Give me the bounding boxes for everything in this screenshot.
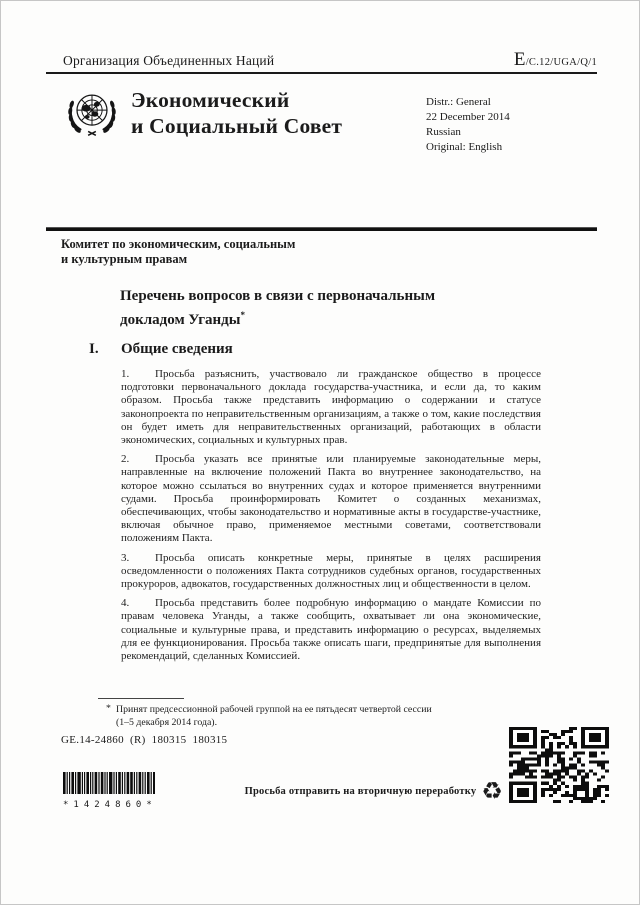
- distribution-block: [426, 95, 510, 155]
- paragraph-number: 2.: [121, 453, 130, 466]
- council-title: [131, 87, 342, 139]
- language-line: Russian: [426, 126, 461, 138]
- date-line: 22 December 2014: [426, 111, 510, 123]
- barcode-bars: [63, 772, 155, 794]
- paragraph-2: [121, 453, 541, 545]
- title-footnote-marker: *: [240, 309, 245, 320]
- paragraph-text: Просьба представить более подробную информацию о мандате Комиссии по правам человека Уганды, а также сообщить, охватывает ли она экономические, социальные и культурные права, и представить информацию о ресурсах, выделяемых для ее функционирования. Просьба также описать шаги, предпринятые для выполнения рекомендаций, сделанных Комиссией.: [121, 597, 541, 663]
- footnote-marker: *: [106, 703, 111, 714]
- paragraph-1: [121, 368, 541, 447]
- distr-line: Distr.: General: [426, 96, 491, 108]
- recycle-notice: [245, 777, 503, 805]
- header-rule: [46, 72, 597, 74]
- barcode: [63, 772, 155, 810]
- recycle-text: Просьба отправить на вторичную переработку: [244, 785, 477, 797]
- footnote: [100, 704, 440, 729]
- doc-symbol: [514, 49, 597, 71]
- ge-document-number: GE.14-24860 (R) 180315 180315: [61, 734, 228, 746]
- paragraph-number: 1.: [121, 368, 130, 380]
- section-title: Общие сведения: [121, 341, 233, 357]
- document-header: [63, 49, 597, 71]
- paragraph-text: Просьба разъяснить, участвовало ли гражданское общество в процессе подготовки первоначального доклада государства-участника, и если да, то каким образом. Просьба также представить информацию о содержании и статусе законопроекта по неправительственным организациям, а также о том, какие последствия он будет иметь для неправительственных организаций, работающих в области экономических, социальных и культурных прав.: [121, 368, 541, 447]
- qr-code: [509, 727, 609, 803]
- committee-name: [61, 237, 295, 267]
- org-name: Организация Объединенных Наций: [63, 53, 275, 68]
- doc-symbol-letter: E: [513, 49, 526, 70]
- recycle-icon: ♻: [481, 777, 503, 805]
- paragraph-text: Просьба описать конкретные меры, принятые в целях расширения осведомленности о положениях Пакта сотрудников судебных органов, государственных прокуроров, адвокатов, государственных должностных лиц и общественности в целом.: [121, 551, 541, 591]
- paragraph-number: 3.: [121, 551, 130, 564]
- masthead: [63, 85, 342, 145]
- section-number: I.: [89, 341, 99, 357]
- doc-symbol-rest: /C.12/UGA/Q/1: [525, 57, 597, 68]
- paragraph-3: [121, 552, 541, 592]
- original-language-line: Original: English: [426, 141, 503, 153]
- footnote-rule: [98, 698, 184, 699]
- title-line1: Перечень вопросов в связи с первоначальным: [120, 288, 436, 304]
- un-emblem-icon: [63, 85, 121, 145]
- paragraph-text: Просьба указать все принятые или планируемые законодательные меры, направленные на включение положений Пакта во внутреннее законодательство, на которое можно ссылаться во внутренних судах и которое применяется внутренними судами. Просьба проинформировать Комитет о созданных механизмах, обеспечивающих, чтобы законодательство и нормативные акты в государстве-участнике, включая обычное право, применяемое местными советами, соответствовали положениям Пакта.: [121, 453, 541, 545]
- committee-line1: Комитет по экономическим, социальным: [61, 237, 296, 251]
- paragraph-4: [121, 597, 541, 663]
- section-heading: [89, 341, 233, 358]
- footnote-text: Принят предсессионной рабочей группой на ее пятьдесят четвертой сессии (1–5 декабря 2014 года).: [116, 704, 432, 728]
- document-title: [120, 287, 530, 329]
- paragraph-number: 4.: [121, 597, 130, 610]
- title-line2: докладом Уганды: [120, 311, 241, 328]
- barcode-number: *1424860*: [63, 800, 157, 810]
- committee-line2: и культурным правам: [61, 252, 188, 266]
- council-title-line1: Экономический: [131, 88, 290, 112]
- council-title-line2: и Социальный Совет: [131, 114, 343, 138]
- body-paragraphs: [121, 368, 541, 669]
- section-rule: [46, 228, 597, 231]
